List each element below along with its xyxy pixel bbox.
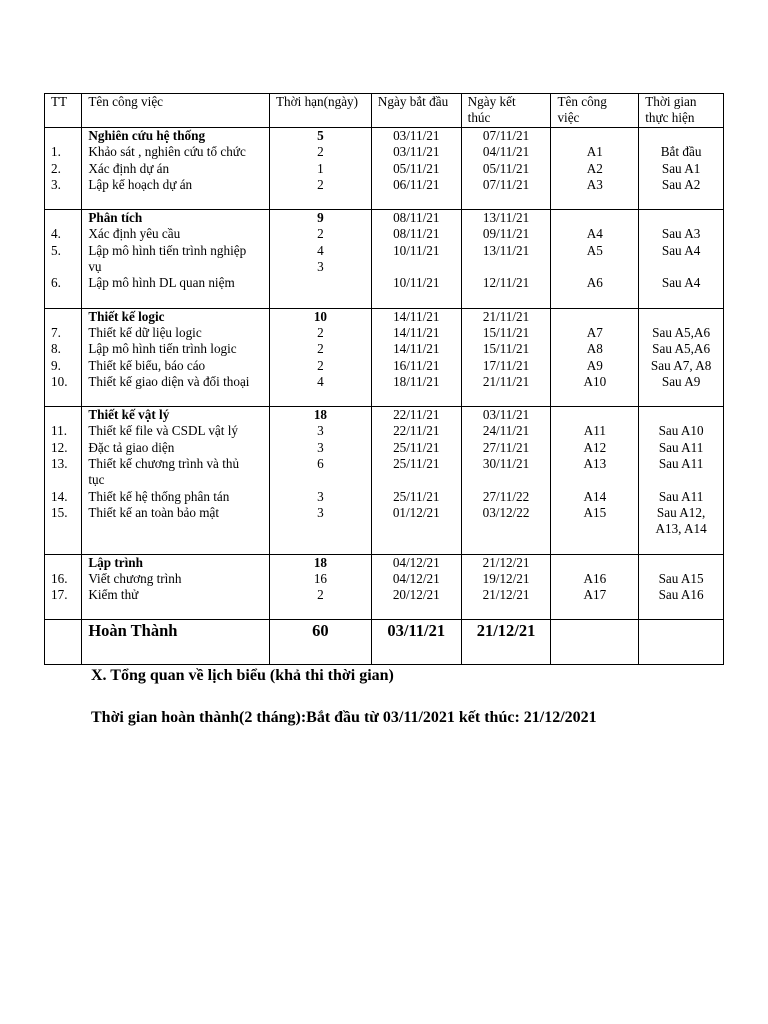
task-number: 13. [51,456,68,472]
task-start: 25/11/21 [393,439,440,455]
task-code: A1 [586,144,603,160]
total-row [45,620,724,665]
group-tt-cell [45,308,82,406]
group-title: Thiết kế vật lý [88,407,170,423]
header-code-line2: việc [557,110,580,126]
table-group-row [45,128,724,210]
task-code: A9 [586,357,603,373]
task-start: 05/11/21 [393,160,440,176]
task-code: A10 [583,373,607,389]
task-end: 12/11/21 [482,275,530,291]
group-tt-spacer [51,210,81,226]
task-code: A11 [583,423,606,439]
task-number: 17. [51,587,68,603]
task-name: Lập kế hoạch dự án [88,176,193,192]
group-name-cell [82,210,270,308]
group-name-cell [82,554,270,620]
task-dependency: Sau A11 [658,456,704,472]
table-group-row [45,554,724,620]
group-end-cell [461,554,551,620]
task-duration: 2 [317,341,324,357]
total-label [82,620,270,665]
task-number: 10. [51,373,68,389]
group-code-cell [551,407,639,554]
header-task-name: Tên công việc [82,94,270,128]
task-code: A4 [586,226,603,242]
task-dependency: Sau A3 [661,226,701,242]
group-tt-cell [45,554,82,620]
group-dep-spacer [639,309,723,325]
task-duration: 3 [317,504,324,520]
header-dependency [639,94,724,128]
header-tt: TT [45,94,82,128]
task-end: 13/11/21 [482,242,530,258]
task-end: 27/11/22 [482,488,530,504]
task-end: 17/11/21 [482,357,530,373]
task-duration: 1 [317,160,324,176]
task-name: Thiết kế giao diện và đối thoại [88,373,250,389]
task-start: 16/11/21 [393,357,440,373]
task-start: 14/11/21 [393,341,440,357]
task-name: Xác định dự án [88,160,170,176]
total-code [551,620,639,665]
group-dep-cell [639,554,724,620]
task-name: Thiết kế hệ thống phân tán [88,488,230,504]
group-code-cell [551,308,639,406]
task-name: Viết chương trình [88,570,182,586]
group-title: Thiết kế logic [88,308,165,324]
total-duration-text: 60 [312,621,329,641]
task-code: A8 [586,341,603,357]
group-code-cell [551,554,639,620]
total-end-text: 21/12/21 [476,621,536,641]
group-end: 21/11/21 [482,308,530,324]
group-tt-cell [45,210,82,308]
schedule-table [44,93,724,665]
task-number: 14. [51,488,68,504]
task-dependency: Sau A16 [658,587,704,603]
task-name: Lập mô hình tiến trình logic [88,341,237,357]
task-start: 18/11/21 [393,373,440,389]
task-number: 2. [51,160,61,176]
header-start-date: Ngày bắt đầu [371,94,461,128]
task-duration: 6 [317,456,324,472]
task-code: A3 [586,176,603,192]
group-dep-cell [639,210,724,308]
group-duration: 18 [313,407,328,423]
task-duration: 4 [317,373,324,389]
task-name-line1: Lập mô hình tiến trình nghiệp [88,242,247,258]
task-code: A16 [583,570,607,586]
group-duration: 10 [313,308,328,324]
group-duration-cell [269,554,371,620]
group-end: 07/11/21 [482,128,530,143]
total-start-text: 03/11/21 [387,621,446,641]
task-number: 7. [51,324,61,340]
header-task-code [551,94,639,128]
group-end: 13/11/21 [482,210,530,226]
table-group-row [45,407,724,554]
task-start: 06/11/21 [393,176,440,192]
task-number: 16. [51,570,68,586]
group-end-cell [461,308,551,406]
task-dependency: Sau A2 [661,176,701,192]
task-name: Thiết kế an toàn bảo mật [88,504,220,520]
task-duration: 2 [317,226,324,242]
group-tt-spacer [51,128,81,144]
task-start: 10/11/21 [393,275,440,291]
task-number: 4. [51,226,61,242]
group-start-cell [371,407,461,554]
task-dependency [639,505,723,538]
task-start: 01/12/21 [392,504,440,520]
group-code-spacer [551,210,638,226]
task-start: 22/11/21 [393,423,440,439]
task-duration: 3 [317,488,324,504]
group-title: Phân tích [88,210,143,226]
group-tt-spacer [51,407,81,423]
group-duration: 18 [313,554,328,570]
group-code-spacer [551,555,638,571]
task-code: A5 [586,242,603,258]
group-duration-cell [269,128,371,210]
task-code: A17 [583,587,607,603]
table-group-row [45,210,724,308]
task-dependency: Sau A7, A8 [650,357,712,373]
task-name [88,456,269,489]
group-dep-cell [639,128,724,210]
task-dependency: Sau A9 [661,373,701,389]
total-duration [269,620,371,665]
group-duration-cell [269,308,371,406]
group-tt-cell [45,128,82,210]
task-name: Xác định yêu cầu [88,226,181,242]
task-duration [270,275,371,291]
group-end: 03/11/21 [482,407,530,423]
group-start: 03/11/21 [393,128,440,143]
task-number: 1. [51,144,61,160]
group-title: Lập trình [88,554,143,570]
task-start: 04/12/21 [392,570,440,586]
task-end: 03/12/22 [482,504,530,520]
group-start-cell [371,554,461,620]
group-duration: 9 [317,210,324,226]
task-name-line1: Thiết kế chương trình và thủ [88,456,240,472]
group-end-cell [461,128,551,210]
total-end [461,620,551,665]
total-tt [45,620,82,665]
task-duration: 2 [317,144,324,160]
total-start [371,620,461,665]
group-duration-cell [269,210,371,308]
group-duration-cell [269,407,371,554]
section-heading: X. Tổng quan về lịch biểu (khả thi thời gian) [91,667,394,684]
group-end: 21/12/21 [482,554,530,570]
group-start: 14/11/21 [393,308,440,324]
group-start-cell [371,308,461,406]
task-start: 20/12/21 [392,587,440,603]
task-code: A7 [586,324,603,340]
task-start: 03/11/21 [393,144,440,160]
task-duration: 2 [317,357,324,373]
task-code: A13 [583,456,607,472]
table-group-row [45,308,724,406]
task-name [88,243,269,276]
header-row [45,94,724,128]
group-end-cell [461,210,551,308]
task-name: Đặc tả giao diện [88,439,175,455]
task-dependency: Sau A4 [661,275,701,291]
task-end: 09/11/21 [482,226,530,242]
group-dep-cell [639,308,724,406]
header-end-line2: thúc [467,110,491,126]
task-duration [270,243,371,276]
task-end: 15/11/21 [482,341,530,357]
group-start-cell [371,210,461,308]
task-duration: 16 [313,570,328,586]
task-dependency: Sau A1 [661,160,701,176]
task-start: 14/11/21 [393,324,440,340]
task-duration: 3 [317,423,324,439]
task-duration: 2 [317,324,324,340]
header-duration: Thời hạn(ngày) [269,94,371,128]
group-start: 22/11/21 [393,407,440,423]
task-number: 8. [51,341,61,357]
group-start: 04/12/21 [392,554,440,570]
task-code: A15 [583,504,607,520]
task-end: 05/11/21 [482,160,530,176]
task-dependency: Sau A15 [658,570,704,586]
group-dep-spacer [639,128,723,144]
group-code-cell [551,210,639,308]
task-dependency: Sau A11 [658,439,704,455]
task-code: A12 [583,439,607,455]
group-dep-spacer [639,407,723,423]
group-start-cell [371,128,461,210]
group-name-cell [82,128,270,210]
task-dependency-line2: A13, A14 [655,521,707,537]
task-end: 21/12/21 [482,587,530,603]
task-name: Lập mô hình DL quan niệm [88,275,235,291]
task-name: Kiểm thử [88,587,139,603]
task-end: 24/11/21 [482,423,530,439]
task-start: 25/11/21 [393,456,440,472]
task-dependency: Sau A11 [658,488,704,504]
task-number: 9. [51,357,61,373]
task-name: Thiết kế file và CSDL vật lý [88,423,238,439]
task-number: 12. [51,439,68,455]
total-dep [639,620,724,665]
group-start: 08/11/21 [393,210,440,226]
group-dep-cell [639,407,724,554]
group-code-spacer [551,309,638,325]
header-code-line1: Tên công [557,94,607,109]
task-dependency: Sau A4 [661,242,701,258]
group-tt-spacer [51,555,81,571]
task-name: Khảo sát , nghiên cứu tổ chức [88,144,246,160]
task-duration: 2 [317,176,324,192]
task-duration-line1: 4 [317,242,324,258]
task-end: 15/11/21 [482,324,530,340]
task-name-line2: vụ [88,259,102,275]
task-start: 08/11/21 [393,226,440,242]
task-name: Thiết kế dữ liệu logic [88,324,202,340]
group-code-spacer [551,407,638,423]
header-end-line1: Ngày kết [467,94,516,109]
task-dependency: Sau A5,A6 [652,341,711,357]
group-dep-spacer [639,210,723,226]
task-duration: 3 [317,439,324,455]
schedule-summary: Thời gian hoàn thành(2 tháng):Bắt đầu từ 03/11/2021 kết thúc: 21/12/2021 [91,709,597,726]
task-duration-line2: 3 [317,259,324,275]
task-number: 11. [51,423,67,439]
task-end: 27/11/21 [482,439,530,455]
group-duration: 5 [317,128,324,143]
task-end: 21/11/21 [482,373,530,389]
task-end: 04/11/21 [482,144,530,160]
group-title: Nghiên cứu hệ thống [88,128,206,143]
group-name-cell [82,308,270,406]
header-dep-line2: thực hiện [645,110,695,126]
task-end: 19/12/21 [482,570,530,586]
task-code: A6 [586,275,603,291]
task-number: 15. [51,504,68,520]
group-name-cell [82,407,270,554]
task-number: 6. [51,275,61,291]
task-number: 3. [51,176,61,192]
group-tt-cell [45,407,82,554]
group-code-cell [551,128,639,210]
group-tt-spacer [51,309,81,325]
header-end-date [461,94,551,128]
task-name: Thiết kế biểu, báo cáo [88,357,206,373]
task-dependency: Sau A10 [658,423,704,439]
group-code-spacer [551,128,638,144]
task-dependency: Sau A5,A6 [652,324,711,340]
task-dependency: Bắt đầu [660,144,702,160]
task-start: 25/11/21 [393,488,440,504]
header-dep-line1: Thời gian [645,94,697,109]
task-dependency-line1: Sau A12, [656,504,706,520]
task-name-line2: tục [88,472,105,488]
task-number: 5. [51,242,61,258]
task-duration: 2 [317,587,324,603]
total-label-text: Hoàn Thành [88,621,178,641]
group-end-cell [461,407,551,554]
task-code: A2 [586,160,603,176]
task-end: 30/11/21 [482,456,530,472]
task-code: A14 [583,488,607,504]
task-start: 10/11/21 [393,242,440,258]
group-dep-spacer [639,555,723,571]
task-end: 07/11/21 [482,176,530,192]
